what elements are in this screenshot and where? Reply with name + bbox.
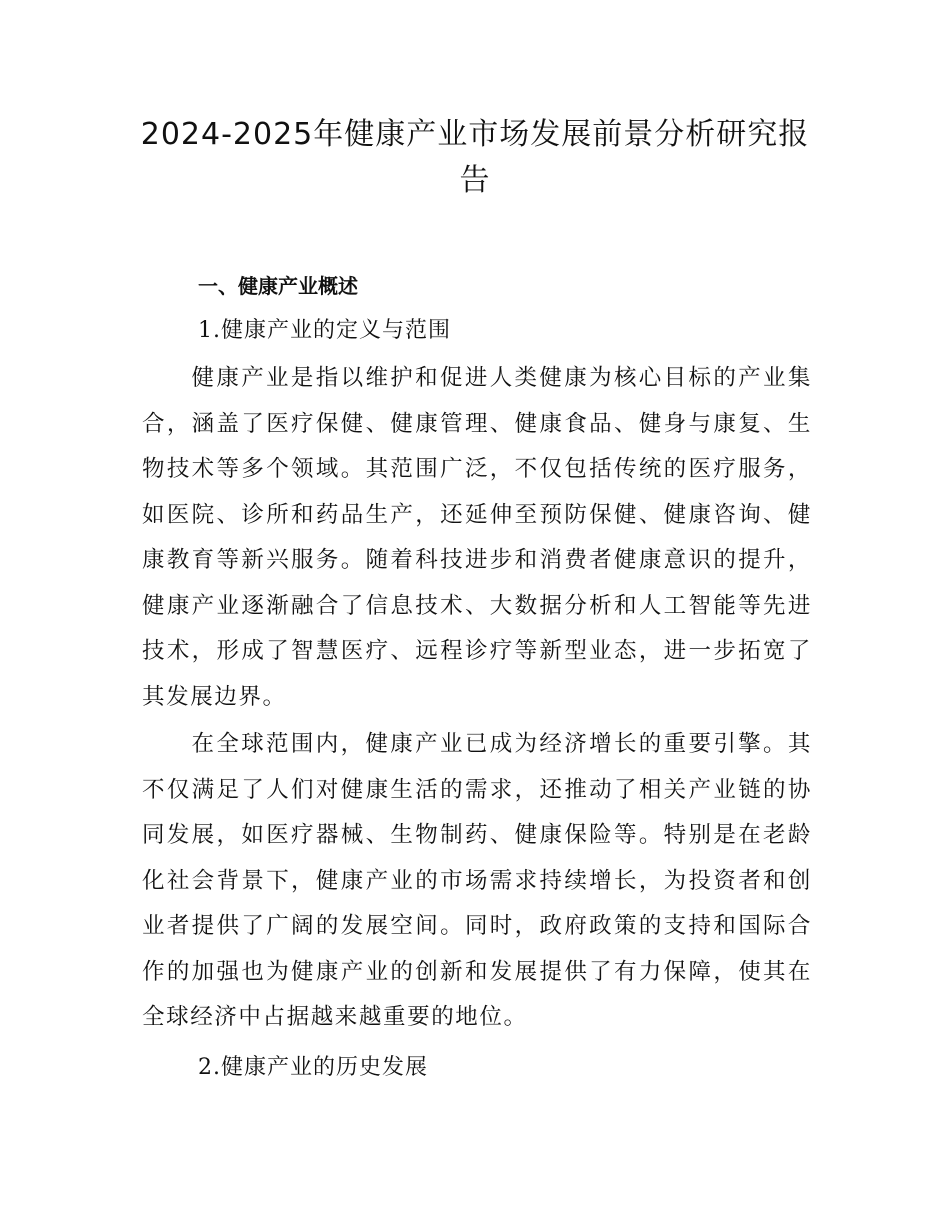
document-title: 2024-2025年健康产业市场发展前景分析研究报告 <box>140 117 810 198</box>
paragraph: 健康产业是指以维护和促进人类健康为核心目标的产业集合，涵盖了医疗保健、健康管理、健康食品、健身与康复、生物技术等多个领域。其范围广泛，不仅包括传统的医疗服务，如医院、诊所和药品生产，还延伸至预防保健、健康咨询、健康教育等新兴服务。随着科技进步和消费者健康意识的提升，健康产业逐渐融合了信息技术、大数据分析和人工智能等先进技术，形成了智慧医疗、远程诊疗等新型业态，进一步拓宽了其发展边界。 <box>142 365 812 710</box>
subsection-heading: 1.健康产业的定义与范围 <box>198 318 451 343</box>
section-heading: 一、健康产业概述 <box>198 274 358 298</box>
subsection-heading: 2.健康产业的历史发展 <box>198 1055 428 1080</box>
paragraph: 在全球范围内，健康产业已成为经济增长的重要引擎。其不仅满足了人们对健康生活的需求，还推动了相关产业链的协同发展，如医疗器械、生物制药、健康保险等。特别是在老龄化社会背景下，健康产业的市场需求持续增长，为投资者和创业者提供了广阔的发展空间。同时，政府政策的支持和国际合作的加强也为健康产业的创新和发展提供了有力保障，使其在全球经济中占据越来越重要的地位。 <box>142 731 812 1030</box>
